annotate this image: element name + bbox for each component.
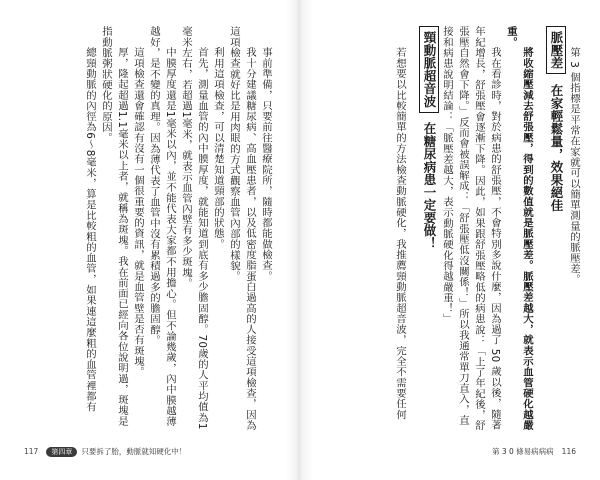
section-heading-pulse-pressure bbox=[543, 26, 566, 428]
left-paragraph-1: 事前準備，只要前往醫療院所，隨時都能做檢查。 bbox=[260, 46, 272, 282]
right-page-footer bbox=[492, 446, 576, 458]
section-label-carotid-ultrasound: 頸動脈超音波 bbox=[419, 26, 439, 113]
section-label-pulse-pressure: 脈壓差 bbox=[546, 26, 566, 74]
left-paragraph-8: 總頸動脈的內徑為6～8毫米，算是比較粗的血管，如果連這麼粗的血管裡都有 bbox=[84, 46, 96, 412]
chapter-badge: 第四章 bbox=[46, 447, 77, 457]
left-paragraph-2: 我十分建議糖尿病、高血壓患者，以及低密度脂蛋白過高的人接受這項檢查，因為這項檢查就好比是用肉眼的方式觀察血管內部的樣貌。 bbox=[228, 26, 256, 431]
left-page-body bbox=[16, 26, 274, 434]
right-page bbox=[304, 0, 600, 480]
intro-paragraph-2: 將收縮壓減去舒張壓，得到的數值就是脈壓差。脈壓差越大，就表示血管硬化越嚴重。 bbox=[505, 26, 533, 431]
left-paragraph-3: 利用這項檢查，可以清楚知道頸部的狀態。 bbox=[212, 46, 224, 250]
right-running-title: 第 3 0 條易病病病 bbox=[491, 447, 554, 456]
left-paragraph-5: 中膜厚度還是1毫米以內，並不能代表大家都不用擔心。但不論幾歲，內中膜越薄越好，是不變的真理。因為薄代表了血管中沒有累積過多的膽固醇。 bbox=[148, 26, 176, 427]
left-paragraph-6: 這項檢查還會確認有沒有一個很重要的資訊，就是血管壁是否有斑塊。 bbox=[132, 46, 144, 377]
binding-gutter bbox=[286, 0, 312, 480]
section-title-carotid-ultrasound: 在糖尿病患一定要做！ bbox=[422, 122, 437, 250]
intro-paragraph-3: 我在看診時，對於病患的舒張壓，不會特別多說什麼，因為過了 50 歲以後，隨著年紀增長，舒張壓會逐漸下降。因此，如果跟舒張壓略低的病患說：「上了年紀後，舒張壓自然會下降。」反而會被誤解成：「舒張壓低沒關係！」所以我通常單刀直入，直接和病患說明結論：「脈壓差越大，表示動脈硬化得越嚴重！」 bbox=[441, 26, 501, 431]
carotid-paragraph: 若想要以比較簡單的方法檢查動脈硬化，我推薦頸動脈超音波，完全不需要任何 bbox=[394, 46, 406, 420]
right-page-number: 116 bbox=[561, 447, 576, 456]
left-paragraph-7: 厚，隆起超過1.1毫米以上者，就稱為斑塊。我在前面已經向各位說明過，斑塊是指動脈粥狀硬化的原因。 bbox=[100, 26, 128, 427]
left-running-title: 只要拆了胎，動脈就知硬化中！ bbox=[81, 447, 187, 456]
left-page-number: 117 bbox=[24, 447, 39, 456]
right-page-body bbox=[326, 26, 582, 434]
left-paragraph-4: 首先，測量血管的內中膜厚度，就能知道到底有多少膽固醇。70歲的人平均值為1毫米左右，若超過1毫米，就表示血管內壁有多少斑塊。 bbox=[180, 26, 208, 430]
left-page-footer bbox=[24, 446, 186, 458]
section-heading-carotid-ultrasound bbox=[416, 26, 439, 428]
section-title-pulse-pressure: 在家輕鬆量，效果絕佳 bbox=[549, 83, 564, 212]
intro-paragraph-1: 第 3 個指標是平常在家就可以簡單測量的脈壓差。 bbox=[568, 46, 580, 285]
left-page bbox=[0, 0, 296, 480]
